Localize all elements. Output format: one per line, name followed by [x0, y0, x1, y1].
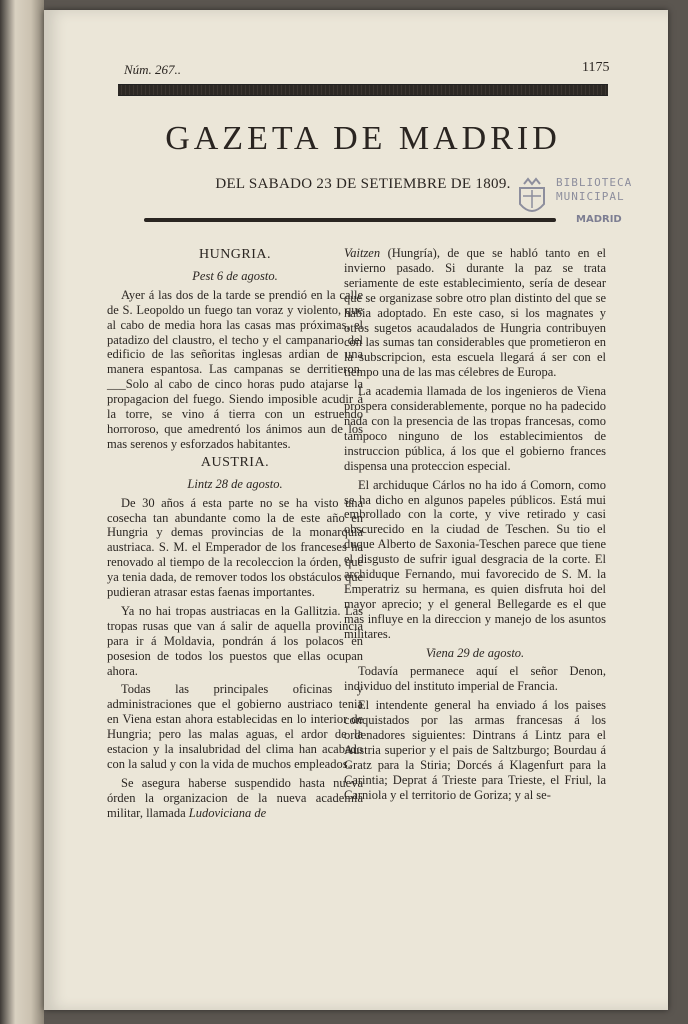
section-heading-austria: AUSTRIA. — [200, 454, 270, 470]
article-paragraph — [107, 776, 363, 821]
article-paragraph: Todas las principales oficinas y administraciones que el gobierno austriaco tenia en Viena estan ahora establecidas en lo interior de Hungria; pero las malas aguas, el ardor de la estacion y la insalubridad del clima han acabado con la salud y con la vida de muchos empleados. — [107, 682, 363, 771]
stamp-line-1: BIBLIOTECA — [556, 176, 633, 189]
masthead-title: GAZETA DE MADRID — [165, 120, 561, 157]
dateline-viena: Viena 29 de agosto. — [425, 645, 525, 660]
right-column — [344, 246, 606, 807]
book-spine — [0, 0, 44, 1024]
article-paragraph: El intendente general ha enviado á los paises conquistados por las armas francesas á los ordenadores siguientes: Dintrans á Lintz para el Austria superior y el pais de Saltzburgo; Bourdau á Gratz para la Stiria; Dorcés á Klagenfurt para la Carintia; Deprat á Trieste para Trieste, el Friul, la Carniola y el territorio de Goriza; y al se- — [344, 698, 606, 802]
article-paragraph: De 30 años á esta parte no se ha visto una cosecha tan abundante como la de este año en Hungria y demas provincias de la monarquía austriaca. S. M. el Emperador de los franceses ha renovado al tiempo de la recoleccion la órden, que ya tenia dada, de remover todos los obstáculos que pudieran atrasar estas faenas importantes. — [107, 495, 363, 600]
dateline-lintz: Lintz 28 de agosto. — [187, 476, 283, 491]
library-stamp — [514, 170, 654, 234]
stamp-line-3: MADRID — [576, 214, 622, 225]
top-ornament-rule — [118, 84, 608, 96]
article-paragraph: Todavía permanece aquí el señor Denon, individuo del instituto imperial de Francia. — [344, 664, 606, 694]
article-paragraph: La academia llamada de los ingenieros de Viena prospera considerablemente, porque no ha padecido nada con la presencia de las tropas francesas, como tampoco ninguno de los establecimientos de instruccion pública, á los que el gobierno frances dispensa una proteccion especial. — [344, 384, 606, 473]
article-paragraph: Ya no hai tropas austriacas en la Gallitzia. Las tropas rusas que van á salir de aquella provincia para ir á Moldavia, pondrán á los polacos en posesion de todos los puestos que ellas ocupan ahora. — [107, 603, 363, 678]
issue-date: DEL SABADO 23 DE SETIEMBRE DE 1809. — [215, 176, 511, 192]
paragraph-text: Se asegura haberse suspendido hasta nueva órden la organizacion de la nueva academia militar, llamada — [107, 775, 363, 820]
article-paragraph: Ayer á las dos de la tarde se prendió en la calle de S. Leopoldo un fuego tan voraz y violento, que al cabo de media hora las casas mas próximas, el patadizo del claustro, el techo y el campanario del edificio de las señoritas inglesas ardian de una manera espantosa. Las campanas se derritieron. ___Solo al cabo de cinco horas pudo atajarse la propagacion del fuego. Siendo imposible acudir á la torre, se vino á tierra con un estruendo horroroso, que amedrentó los ánimos aun de los mas serenos y esforzados habitantes. — [107, 287, 363, 451]
article-paragraph — [344, 246, 606, 380]
article-paragraph: El archiduque Cárlos no ha ido á Comorn, como se ha dicho en algunos papeles públicos. Está mui embrollado con la corte, y vive retirado y casi obscurecido en la ciudad de Teschen. Su tio el duque Alberto de Saxonia-Teschen parece que tiene el disgusto de sufrir igual desgracia de la corte. El archiduque Fernando, mui favorecido de S. M. la Emperatriz su hermana, es quien disfruta hoi del mayor aprecio; y el general Bellegarde es el que mas influye en la direccion y manejo de los asuntos militares. — [344, 477, 606, 641]
dateline-pest: Pest 6 de agosto. — [192, 268, 278, 283]
stamp-line-2: MUNICIPAL — [556, 190, 625, 203]
paragraph-text: (Hungría), de que se habló tanto en el invierno pasado. Si durante la paz se trata seriamente de este establecimiento, sería de desear que se organizase sobre otro plan distinto del que se habia adoptado. En este caso, si los magnates y otros sugetos acaudalados de Hungria contribuyen con las sumas tan considerables que prometieron en la subscripcion, esta escuela llegará á ser con el tiempo una de las mas célebres de Europa. — [344, 246, 606, 380]
page-number: 1175 — [582, 60, 610, 75]
paragraph-italic: Ludoviciana de — [188, 805, 267, 820]
paragraph-italic: Vaitzen — [344, 246, 381, 260]
left-column — [107, 246, 363, 825]
crest-icon — [514, 176, 550, 220]
section-heading-hungria: HUNGRIA. — [198, 247, 272, 262]
newspaper-page — [44, 10, 668, 1010]
issue-number: Núm. 267.. — [124, 62, 182, 77]
header-rule — [144, 218, 556, 222]
